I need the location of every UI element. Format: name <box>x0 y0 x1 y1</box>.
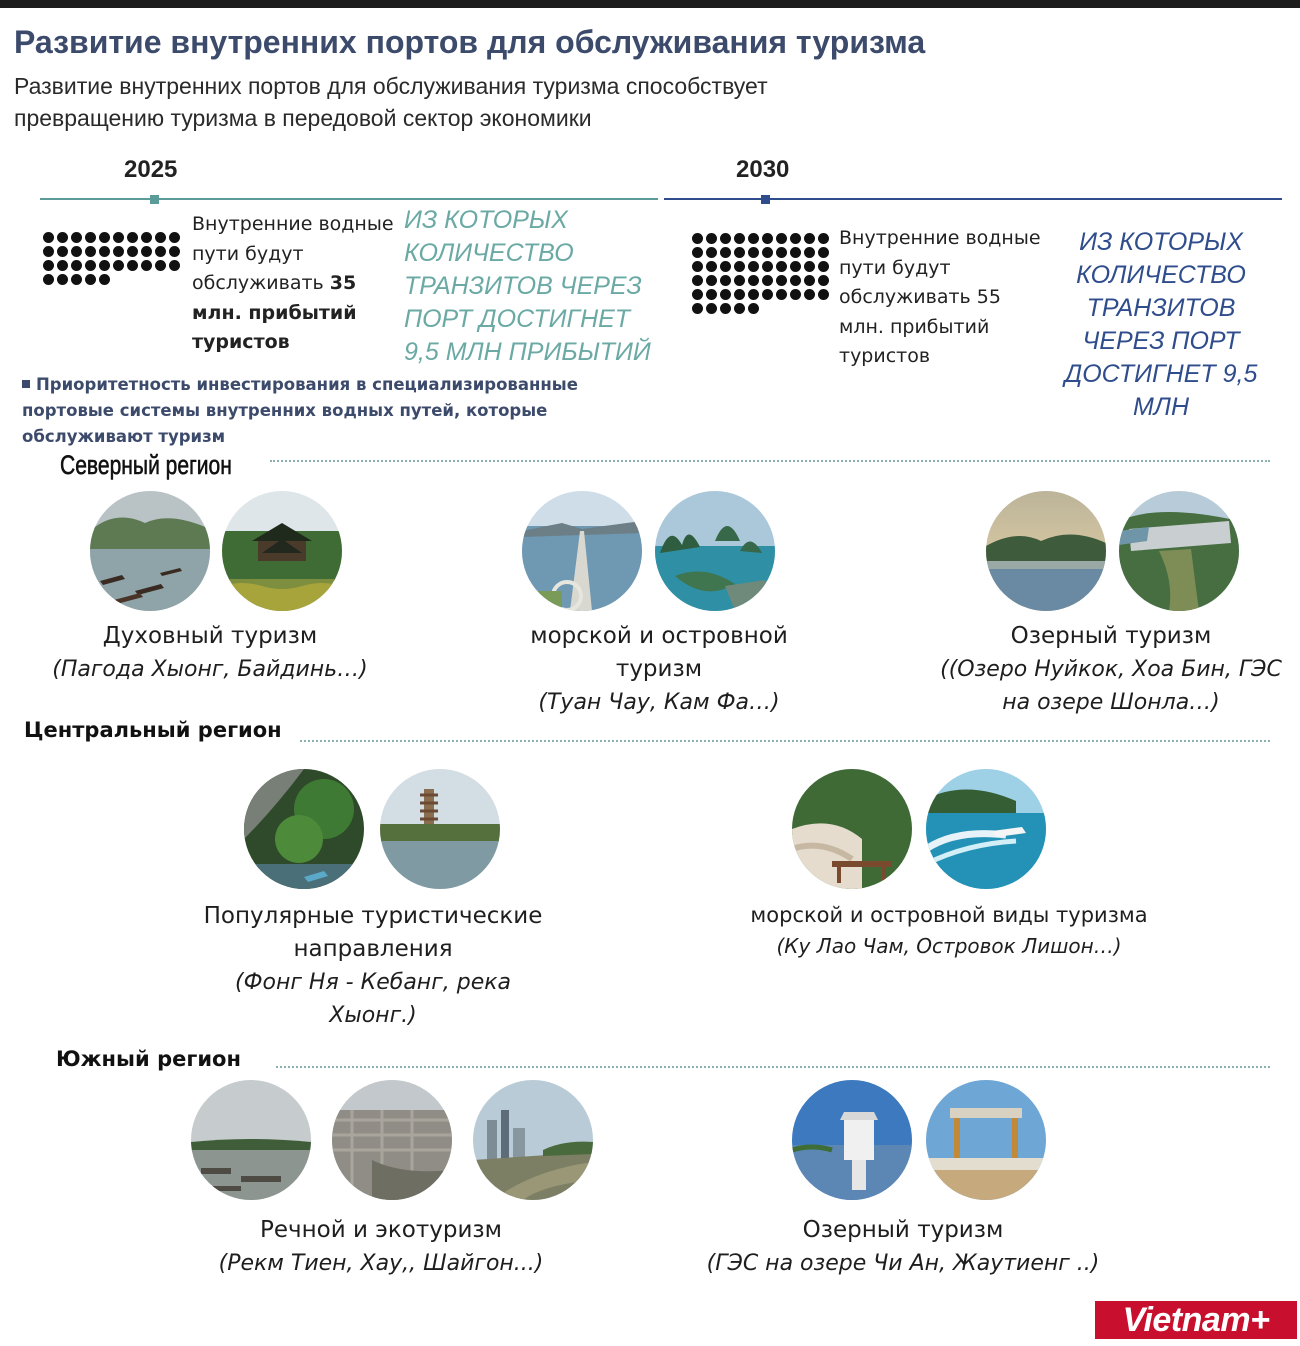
tourist-dot <box>169 246 180 257</box>
region-north-divider <box>270 460 1270 462</box>
top-bar <box>0 0 1300 8</box>
tourist-dot <box>113 232 124 243</box>
tourist-dot <box>706 275 717 286</box>
timeline-line-2030 <box>664 198 1282 200</box>
north-lake-dam-photo <box>1119 491 1239 611</box>
tourist-dot <box>734 289 745 300</box>
tourist-dot <box>113 260 124 271</box>
tourist-dot <box>692 275 703 286</box>
south-lake-caption: Озерный туризм (ГЭС на озере Чи Ан, Жаутиенг ..) <box>706 1217 1100 1276</box>
priority-note: Приоритетность инвестирования в специализированные портовые системы внутренних водных путей, которые обслуживают туризм <box>22 375 578 446</box>
tourist-dot <box>155 246 166 257</box>
page-subtitle: Развитие внутренних портов для обслуживания туризма способствует превращению туризма в передовой сектор экономики <box>14 73 768 131</box>
transit-2025-text: ИЗ КОТОРЫХ КОЛИЧЕСТВО ТРАНЗИТОВ ЧЕРЕЗ ПОРТ ДОСТИГНЕТ 9,5 МЛН ПРИБЫТИЙ <box>404 206 651 366</box>
tourist-dot <box>155 232 166 243</box>
year-2030-label: 2030 <box>736 156 790 183</box>
tourist-dot <box>748 247 759 258</box>
south-city-photo <box>332 1080 452 1200</box>
tourist-dot <box>85 274 96 285</box>
tourist-dot <box>734 261 745 272</box>
tourist-dot <box>706 247 717 258</box>
tourist-dot <box>71 232 82 243</box>
south-tower-photo <box>792 1080 912 1200</box>
tourist-dot <box>762 247 773 258</box>
tourist-dot <box>790 233 801 244</box>
tourist-dot <box>748 261 759 272</box>
tourist-dot <box>43 232 54 243</box>
tourist-dot <box>720 261 731 272</box>
tourist-dot <box>748 275 759 286</box>
tourist-dot <box>720 289 731 300</box>
tourist-dot <box>692 247 703 258</box>
tourist-dot <box>113 246 124 257</box>
tourist-dot <box>790 261 801 272</box>
tourist-dot <box>762 233 773 244</box>
tourist-dots-2030 <box>692 233 829 314</box>
north-spiritual-caption: Духовный туризм (Пагода Хыонг, Байдинь…) <box>52 623 368 682</box>
north-sea-caption: морской и островной туризм (Туан Чау, Кам Фа…) <box>530 623 788 715</box>
timeline-marker-2025 <box>150 195 159 204</box>
tourist-dot <box>692 233 703 244</box>
tourist-dot <box>748 303 759 314</box>
tourist-dot <box>790 289 801 300</box>
north-lake-hills-photo <box>986 491 1106 611</box>
tourist-dot <box>85 232 96 243</box>
arrivals-2030-text: Внутренние водные пути будут обслуживать 55 млн. прибытий туристов <box>839 227 1041 367</box>
tourist-dot <box>706 289 717 300</box>
tourist-dot <box>804 247 815 258</box>
tourist-dot <box>57 246 68 257</box>
central-popular-caption: Популярные туристические направления (Фонг Ня - Кебанг, река Хыонг.) <box>203 903 543 1028</box>
tourist-dot <box>734 233 745 244</box>
tourist-dot <box>141 232 152 243</box>
tourist-dot <box>57 232 68 243</box>
tourist-dot <box>790 247 801 258</box>
tourist-dot <box>71 260 82 271</box>
tourist-dot <box>734 303 745 314</box>
tourist-dot <box>43 260 54 271</box>
north-lake-caption: Озерный туризм ((Озеро Нуйкок, Хоа Бин, ГЭС на озере Шонла…) <box>940 623 1282 715</box>
tourist-dot <box>85 246 96 257</box>
tourist-dot <box>71 246 82 257</box>
tourist-dot <box>127 246 138 257</box>
north-spiritual-boats-photo <box>90 491 210 611</box>
tourist-dots-2025 <box>43 232 180 285</box>
tourist-dot <box>706 261 717 272</box>
tourist-dot <box>776 289 787 300</box>
tourist-dot <box>762 275 773 286</box>
region-south-title: Южный регион <box>56 1047 241 1071</box>
tourist-dot <box>99 274 110 285</box>
tourist-dot <box>706 233 717 244</box>
tourist-dot <box>85 260 96 271</box>
tourist-dot <box>692 289 703 300</box>
tourist-dot <box>692 303 703 314</box>
tourist-dot <box>734 247 745 258</box>
tourist-dot <box>43 274 54 285</box>
tourist-dot <box>804 289 815 300</box>
tourist-dot <box>804 275 815 286</box>
south-river-photo <box>191 1080 311 1200</box>
tourist-dot <box>71 274 82 285</box>
tourist-dot <box>43 246 54 257</box>
tourist-dot <box>776 247 787 258</box>
tourist-dot <box>748 289 759 300</box>
timeline-line-2025 <box>40 198 658 200</box>
north-sea-halong-photo <box>655 491 775 611</box>
tourist-dot <box>790 275 801 286</box>
region-south-divider <box>276 1066 1270 1068</box>
central-beach-photo <box>792 769 912 889</box>
tourist-dot <box>720 233 731 244</box>
north-spiritual-pagoda-photo <box>222 491 342 611</box>
tourist-dot <box>776 233 787 244</box>
central-pagoda-photo <box>380 769 500 889</box>
tourist-dot <box>818 289 829 300</box>
tourist-dot <box>720 303 731 314</box>
tourist-dot <box>804 233 815 244</box>
south-dam-photo <box>926 1080 1046 1200</box>
tourist-dot <box>804 261 815 272</box>
tourist-dot <box>762 289 773 300</box>
tourist-dot <box>127 232 138 243</box>
tourist-dot <box>720 275 731 286</box>
tourist-dot <box>99 232 110 243</box>
central-speedboat-photo <box>926 769 1046 889</box>
tourist-dot <box>818 233 829 244</box>
timeline-marker-2030 <box>761 195 770 204</box>
tourist-dot <box>169 260 180 271</box>
south-river-caption: Речной и экотуризм (Рекм Тиен, Хау,, Шайгон...) <box>218 1217 544 1276</box>
tourist-dot <box>776 275 787 286</box>
tourist-dot <box>734 275 745 286</box>
tourist-dot <box>169 232 180 243</box>
tourist-dot <box>692 261 703 272</box>
central-sea-caption: морской и островной виды туризма (Ку Лао Чам, Островок Лишон…) <box>750 903 1148 958</box>
tourist-dot <box>57 274 68 285</box>
tourist-dot <box>720 247 731 258</box>
tourist-dot <box>818 261 829 272</box>
north-sea-bridge-photo <box>522 491 642 611</box>
tourist-dot <box>818 275 829 286</box>
tourist-dot <box>748 233 759 244</box>
tourist-dot <box>776 261 787 272</box>
south-saigon-photo <box>473 1080 593 1200</box>
tourist-dot <box>141 260 152 271</box>
region-central-divider <box>300 740 1270 742</box>
tourist-dot <box>818 247 829 258</box>
arrivals-2025-text: Внутренние водные пути будут обслуживать 35 млн. прибытий туристов <box>192 213 394 353</box>
transit-2030-text: ИЗ КОТОРЫХ КОЛИЧЕСТВО ТРАНЗИТОВ ЧЕРЕЗ ПОРТ ДОСТИГНЕТ 9,5 МЛН <box>1064 228 1258 421</box>
tourist-dot <box>57 260 68 271</box>
year-2025-label: 2025 <box>124 156 178 183</box>
tourist-dot <box>99 246 110 257</box>
tourist-dot <box>762 261 773 272</box>
tourist-dot <box>155 260 166 271</box>
tourist-dot <box>99 260 110 271</box>
bullet-square-icon <box>22 380 30 388</box>
page-title: Развитие внутренних портов для обслуживания туризма <box>14 24 926 60</box>
region-north-title: Северный регион <box>60 450 232 480</box>
central-cave-photo <box>244 769 364 889</box>
tourist-dot <box>127 260 138 271</box>
tourist-dot <box>141 246 152 257</box>
vietnam-plus-logo: Vietnam+ <box>1095 1301 1297 1339</box>
tourist-dot <box>706 303 717 314</box>
region-central-title: Центральный регион <box>24 718 282 742</box>
